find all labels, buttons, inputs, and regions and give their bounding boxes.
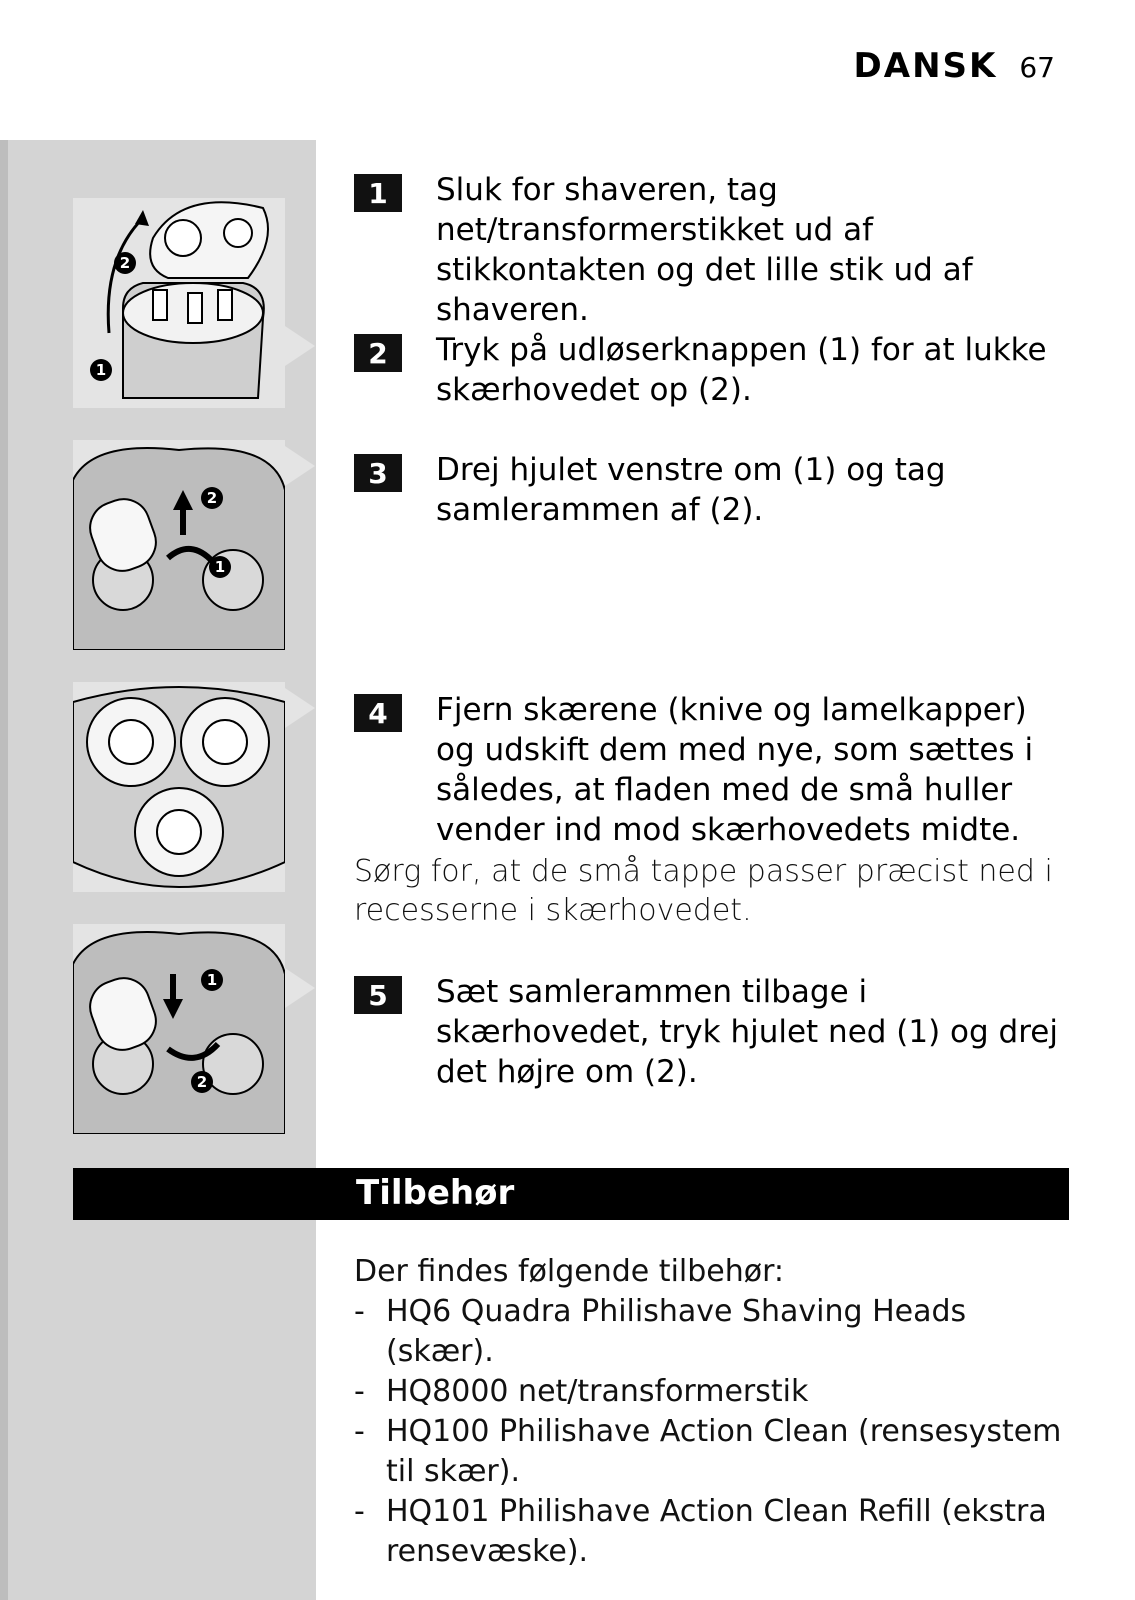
step-3 [354, 450, 1074, 530]
section-title: Tilbehør [356, 1173, 515, 1213]
page-header [854, 46, 1055, 86]
pointer-fig3 [285, 688, 315, 728]
callout-fig2-b: 1 [209, 556, 231, 578]
step-text: Tryk på udløserknappen (1) for at lukke skærhovedet op (2). [436, 332, 1047, 408]
step-number: 1 [354, 174, 402, 212]
step-2 [354, 330, 1074, 410]
list-item [354, 1372, 1074, 1412]
step-number: 5 [354, 976, 402, 1014]
callout-fig1-a: 2 [114, 252, 136, 274]
callout-fig2-a: 2 [201, 487, 223, 509]
list-item-text: HQ8000 net/transformerstik [386, 1374, 809, 1409]
list-dash: - [354, 1294, 365, 1329]
step-number: 2 [354, 334, 402, 372]
list-item [354, 1492, 1074, 1572]
accessories-list [354, 1292, 1074, 1572]
list-item [354, 1292, 1074, 1372]
step-text: Drej hjulet venstre om (1) og tag samlerammen af (2). [436, 452, 946, 528]
step-4 [354, 690, 1074, 850]
accessories-list-block [354, 1252, 1074, 1572]
section-header-bar [73, 1168, 1069, 1220]
step-4-note: Sørg for, at de små tappe passer præcist ned i recesserne i skærhovedet. [354, 854, 1053, 928]
list-dash: - [354, 1494, 365, 1529]
callout-fig4-a: 1 [201, 969, 223, 991]
step-number: 3 [354, 454, 402, 492]
list-item-text: HQ6 Quadra Philishave Shaving Heads (skær). [386, 1294, 967, 1369]
accessories-intro: Der findes følgende tilbehør: [354, 1254, 785, 1289]
list-item-text: HQ100 Philishave Action Clean (rensesystem til skær). [386, 1414, 1062, 1489]
sidebar-edge [0, 140, 8, 1600]
pointer-fig4 [285, 968, 315, 1008]
callout-fig1-b: 1 [90, 359, 112, 381]
step-5 [354, 972, 1074, 1092]
illustration-cutters [73, 682, 285, 892]
step-number: 4 [354, 694, 402, 732]
pointer-fig2 [285, 446, 315, 486]
language-label: DANSK [853, 46, 998, 86]
step-text: Fjern skærene (knive og lamelkapper) og udskift dem med nye, som sættes i således, at fladen med de små huller vender ind mod skærhovedets midte. [436, 692, 1034, 848]
pointer-fig1 [285, 326, 315, 366]
callout-fig4-b: 2 [191, 1071, 213, 1093]
step-1 [354, 170, 1074, 330]
list-dash: - [354, 1374, 365, 1409]
list-item-text: HQ101 Philishave Action Clean Refill (ekstra rensevæske). [386, 1494, 1047, 1569]
page-number: 67 [1019, 51, 1055, 84]
illustration-reinsert-frame [73, 924, 285, 1134]
step-text: Sæt samlerammen tilbage i skærhovedet, tryk hjulet ned (1) og drej det højre om (2). [436, 974, 1058, 1090]
illustration-remove-frame [73, 440, 285, 650]
list-dash: - [354, 1414, 365, 1449]
list-item [354, 1412, 1074, 1492]
step-text: Sluk for shaveren, tag net/transformerstikket ud af stikkontakten og det lille stik ud af shaveren. [436, 172, 973, 328]
